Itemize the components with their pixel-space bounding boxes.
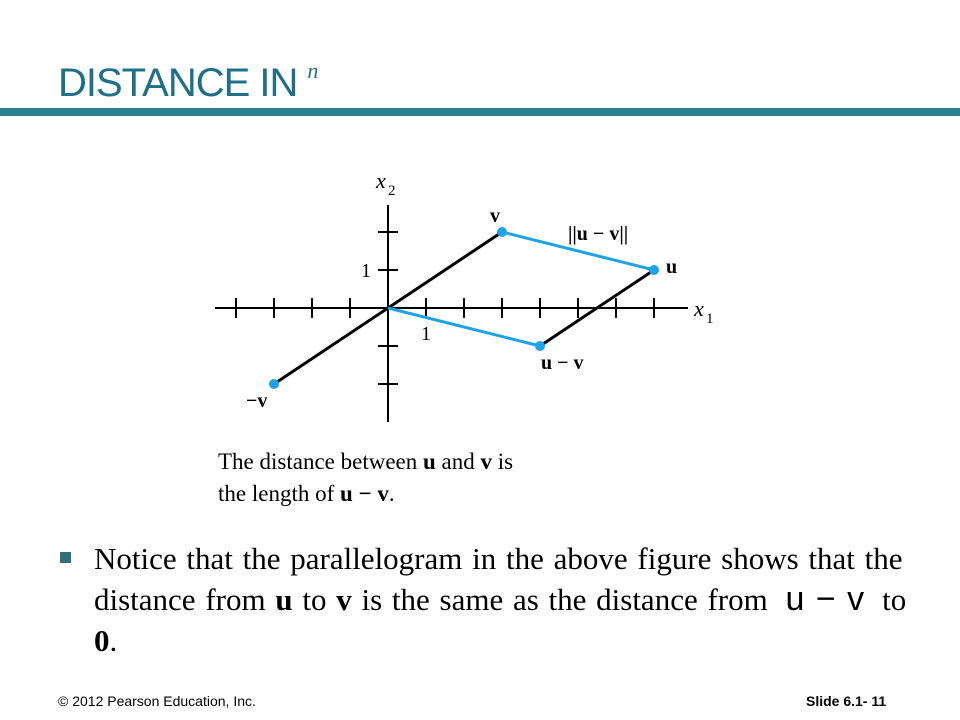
title-superscript: n (307, 58, 318, 83)
figure-caption (218, 446, 638, 510)
caption-text: the length of (218, 481, 340, 506)
point-v (497, 227, 507, 237)
y-axis-subscript: 2 (388, 183, 396, 199)
label-u: u (666, 256, 678, 278)
bullet-text: Notice that the parallelogram in the above figure shows that the distance from (94, 541, 903, 617)
caption-u-minus-v: u − v (340, 481, 389, 506)
caption-text: . (388, 481, 395, 506)
copyright: © 2012 Pearson Education, Inc. (58, 693, 256, 709)
label-neg-v: −v (246, 390, 268, 412)
bullet-text: to (292, 582, 337, 617)
bullet-v: v (336, 582, 352, 617)
bullet-zero: 0 (94, 623, 110, 658)
title-text: DISTANCE IN (58, 61, 298, 105)
caption-text: The distance between (218, 449, 423, 474)
x-tick-label: 1 (421, 323, 431, 345)
label-norm: ||u − v|| (568, 223, 629, 245)
bullet-icon (60, 552, 71, 563)
bullet-text: . (109, 623, 118, 658)
label-u-minus-v: u − v (541, 352, 584, 374)
y-tick-label: 1 (361, 260, 371, 282)
x-axis-label: x (694, 296, 704, 321)
bullet-text: is the same as the distance from (351, 582, 778, 617)
caption-v: v (480, 449, 493, 474)
y-axis-label: x (376, 168, 386, 193)
point-neg-v (269, 379, 279, 389)
bullet-text: to (882, 582, 907, 617)
point-u-minus-v (535, 341, 545, 351)
bullet-paragraph (94, 538, 914, 661)
x-axis-subscript: 1 (706, 311, 714, 327)
point-u (649, 265, 659, 275)
caption-text: and (435, 449, 481, 474)
caption-u: u (423, 449, 436, 474)
math-u-minus-v: u − v (785, 580, 865, 618)
label-v: v (490, 205, 500, 227)
bullet-u: u (275, 582, 293, 617)
slide-number: Slide 6.1- 11 (806, 693, 887, 709)
caption-text: is (492, 449, 514, 474)
